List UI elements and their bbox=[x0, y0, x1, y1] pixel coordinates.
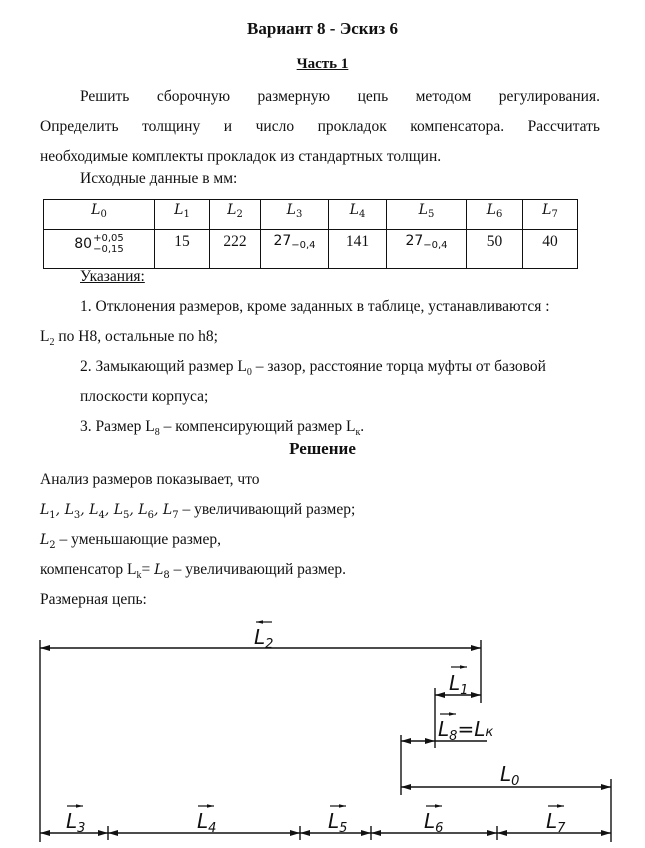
label-L3: $L_3$ bbox=[66, 809, 86, 836]
label-L4: $L_4$ bbox=[197, 809, 217, 836]
solution-analysis bbox=[40, 465, 355, 615]
section-title-part-1: Часть 1 bbox=[296, 56, 349, 72]
instructions-heading: Указания: bbox=[80, 268, 145, 285]
chain-label: Размерная цепь: bbox=[40, 591, 147, 608]
solution-heading: Решение bbox=[289, 439, 356, 458]
label-L6: $L_6$ bbox=[424, 809, 444, 836]
header-cell-L6: $L_6$ bbox=[467, 200, 523, 230]
header-cell-L5: $L_5$ bbox=[387, 200, 467, 230]
label-L7: $L_7$ bbox=[546, 809, 566, 836]
value-cell-L6: 50 bbox=[467, 230, 523, 269]
value-cell-L3: $27_{-0,4}$ bbox=[261, 230, 329, 269]
analysis-intro: Анализ размеров показывает, что bbox=[40, 471, 260, 488]
header-cell-L3: $L_3$ bbox=[261, 200, 329, 230]
label-L5: $L_5$ bbox=[328, 809, 348, 836]
instruction-3: 3. Размер $L_8$ – компенсирующий размер $L_к$. bbox=[80, 418, 365, 439]
instruction-2a: 2. Замыкающий размер $L_0$ – зазор, расстояние торца муфты от базовой bbox=[80, 358, 546, 379]
label-L1: $L_1$ bbox=[449, 671, 469, 698]
instruction-2b: плоскости корпуса; bbox=[80, 388, 209, 405]
task-line-3: необходимые комплекты прокладок из стандартных толщин. bbox=[40, 148, 442, 165]
source-data-table bbox=[43, 199, 578, 269]
increasing-dimensions: $L_1$, $L_3$, $L_4$, $L_5$, $L_6$, $L_7$ – увеличивающий размер; bbox=[40, 501, 356, 521]
instructions bbox=[40, 262, 600, 442]
header-cell-L7: $L_7$ bbox=[523, 200, 578, 230]
dimension-chain-diagram bbox=[0, 600, 645, 848]
task-line-1: Решить сборочную размерную цепь методом регулирования. bbox=[80, 88, 600, 105]
value-cell-L1: 15 bbox=[155, 230, 210, 269]
decreasing-dimension: $L_2$ – уменьшающие размер, bbox=[40, 531, 221, 551]
value-cell-L5: $27_{-0,4}$ bbox=[387, 230, 467, 269]
task-line-2: Определить толщину и число прокладок компенсатора. Рассчитать bbox=[40, 118, 600, 135]
instruction-1a: 1. Отклонения размеров, кроме заданных в таблице, устанавливаются : bbox=[80, 298, 550, 315]
value-cell-L2: 222 bbox=[210, 230, 261, 269]
value-cell-L0: 80 +0,05 −0,15 bbox=[44, 230, 155, 269]
task-description bbox=[40, 82, 600, 172]
header-cell-L1: $L_1$ bbox=[155, 200, 210, 230]
header-cell-L0: $L_0$ bbox=[44, 200, 155, 230]
source-data-label: Исходные данные в мм: bbox=[80, 170, 238, 187]
table-header-row bbox=[44, 200, 578, 230]
value-cell-L7: 40 bbox=[523, 230, 578, 269]
instruction-1b: $L_2$ по H8, остальные по h8; bbox=[40, 328, 218, 349]
compensator-line: компенсатор $L_k= L_8$ – увеличивающий размер. bbox=[40, 561, 347, 582]
label-L0: $L_0$ bbox=[500, 762, 520, 789]
header-cell-L2: $L_2$ bbox=[210, 200, 261, 230]
page-title: Вариант 8 - Эскиз 6 bbox=[247, 19, 398, 38]
label-L8-Lk: $L_8=Lк$ bbox=[438, 717, 494, 744]
header-cell-L4: $L_4$ bbox=[329, 200, 387, 230]
value-cell-L4: 141 bbox=[329, 230, 387, 269]
label-L2: $L_2$ bbox=[254, 625, 274, 652]
